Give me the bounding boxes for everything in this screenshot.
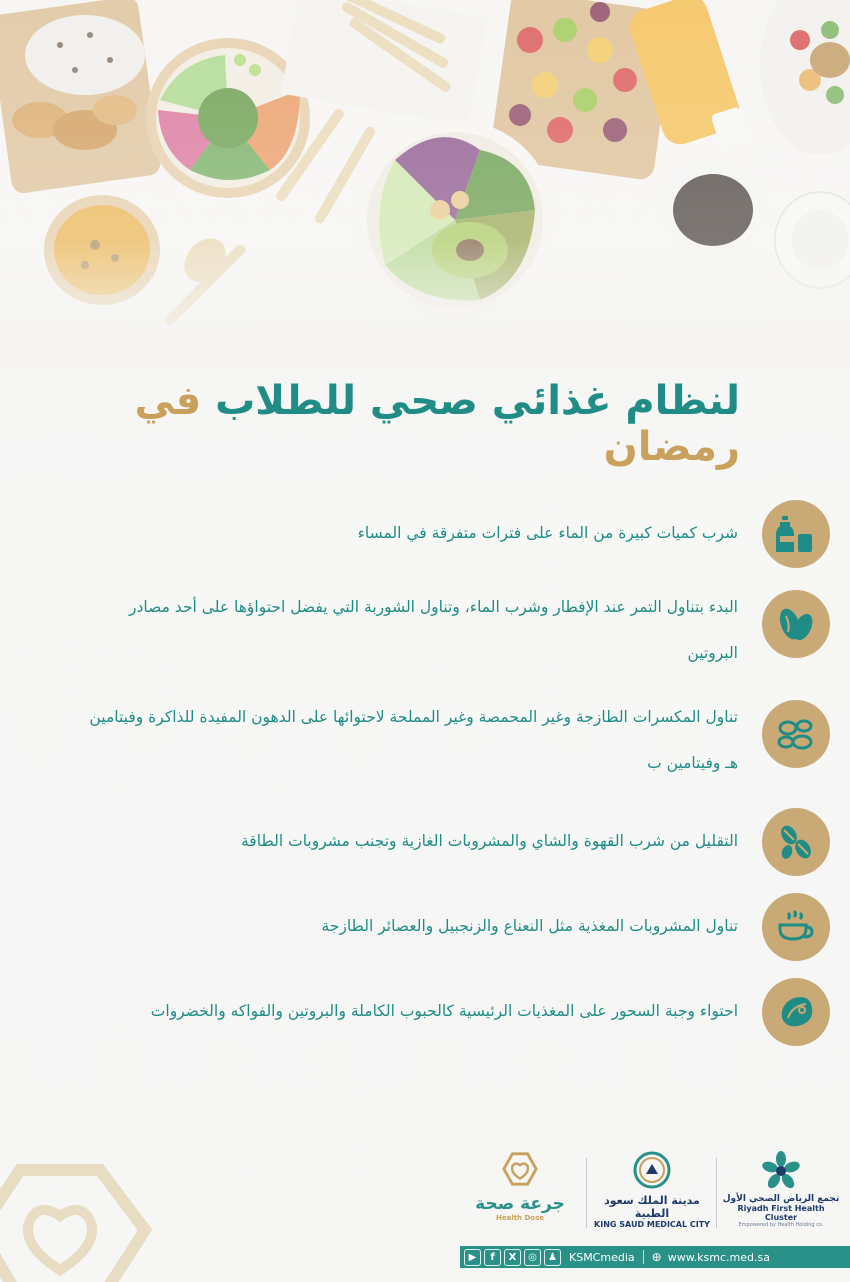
tea-cup-icon bbox=[762, 893, 830, 961]
coffee-beans-icon bbox=[762, 808, 830, 876]
tip-text: احتواء وجبة السحور على المغذيات الرئيسية كالحبوب الكاملة والبروتين والفواكه والخضروات bbox=[150, 1002, 738, 1020]
social-icons bbox=[460, 1249, 561, 1266]
x-icon[interactable]: X bbox=[504, 1249, 521, 1266]
meat-icon bbox=[762, 978, 830, 1046]
health-dose-en: Health Dose bbox=[495, 1214, 545, 1222]
youtube-icon[interactable]: ▶ bbox=[464, 1249, 481, 1266]
tip-item bbox=[70, 700, 830, 790]
website-link[interactable]: www.ksmc.med.sa bbox=[667, 1250, 770, 1264]
nuts-icon bbox=[762, 700, 830, 768]
tip-item bbox=[70, 808, 830, 878]
title-accent: في رمضان bbox=[134, 378, 740, 470]
facebook-icon[interactable]: f bbox=[484, 1249, 501, 1266]
tip-text: التقليل من شرب القهوة والشاي والمشروبات الغازية وتجنب مشروبات الطاقة bbox=[241, 832, 738, 850]
title-main: لنظام غذائي صحي للطلاب bbox=[215, 378, 740, 424]
tip-item bbox=[70, 590, 830, 680]
logo-divider bbox=[586, 1158, 587, 1228]
rfhc-sub: Empowered by Health Holding co. bbox=[738, 1222, 824, 1228]
tip-item bbox=[70, 893, 830, 963]
rfhc-en: Riyadh First Health Cluster bbox=[737, 1204, 825, 1222]
partner-logos bbox=[460, 1150, 840, 1240]
instagram-icon[interactable]: ◎ bbox=[524, 1249, 541, 1266]
logo-divider bbox=[716, 1158, 717, 1228]
social-handle[interactable]: KSMCmedia bbox=[569, 1250, 635, 1264]
ksmc-emblem-icon bbox=[632, 1150, 672, 1190]
tip-item bbox=[70, 978, 830, 1048]
ksmc-logo bbox=[592, 1150, 712, 1240]
ksmc-en: KING SAUD MEDICAL CITY bbox=[594, 1220, 710, 1229]
ksmc-ar: مدينة الملك سعود الطبية bbox=[604, 1194, 700, 1220]
tip-text: تناول المشروبات المغذية مثل النعناع والزنجبيل والعصائر الطازجة bbox=[321, 917, 738, 935]
hexagon-heart-icon bbox=[501, 1150, 539, 1188]
food-illustration bbox=[0, 0, 850, 370]
tip-text: البدء بتناول التمر عند الإفطار وشرب الماء، وتناول الشوربة التي يفضل احتواؤها على أحد مصادر البروتين bbox=[129, 598, 738, 662]
bar-divider bbox=[643, 1250, 644, 1264]
contact-bar bbox=[460, 1246, 850, 1268]
dates-icon bbox=[762, 590, 830, 658]
health-dose-ar: جرعة صحة bbox=[475, 1194, 565, 1214]
health-dose-logo bbox=[460, 1150, 580, 1240]
rfhc-ar: تجمع الرياض الصحي الأول bbox=[722, 1194, 840, 1204]
tip-text: تناول المكسرات الطازجة وغير المحمصة وغير المملحة لاحتوائها على الدهون المفيدة للذاكرة وفيتامين هـ وفيتامين ب bbox=[89, 708, 738, 772]
rfhc-logo bbox=[722, 1150, 840, 1240]
snapchat-icon[interactable]: ♟ bbox=[544, 1249, 561, 1266]
rfhc-flower-icon bbox=[761, 1150, 801, 1190]
water-bottle-icon bbox=[762, 500, 830, 568]
hexagon-heart-watermark-icon bbox=[0, 1150, 180, 1282]
tip-item bbox=[70, 500, 830, 570]
tip-text: شرب كميات كبيرة من الماء على فترات متفرقة في المساء bbox=[357, 524, 738, 542]
globe-icon: ⊕ bbox=[651, 1250, 662, 1264]
page-title bbox=[60, 378, 740, 470]
